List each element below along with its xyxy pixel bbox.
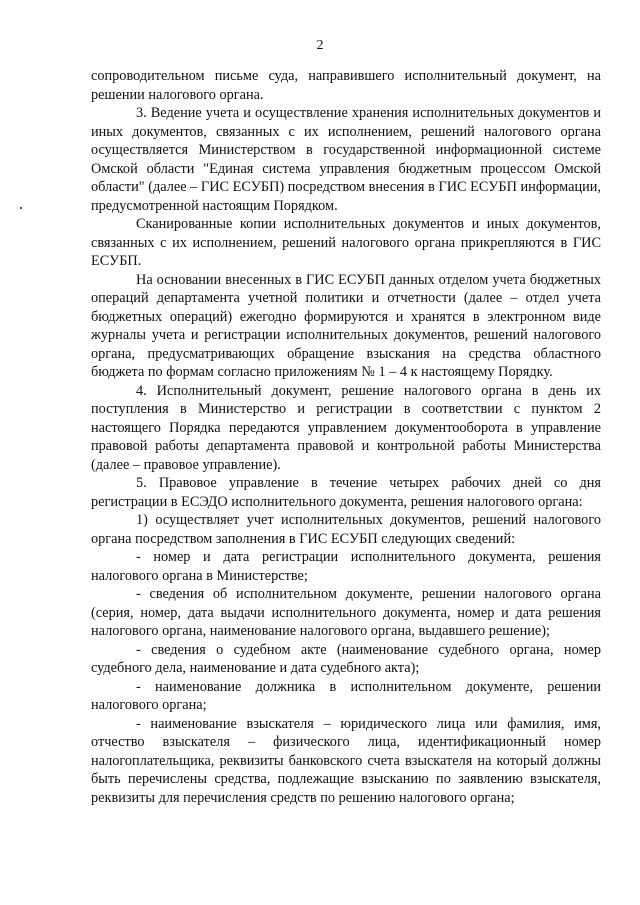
paragraph-item-4: 4. Исполнительный документ, решение налогового органа в день их поступления в Министерство и регистрации в соответствии с пунктом 2 настоящего Порядка передаются управлением документооборота в управление правовой работы департамента правовой и контрольной работы Министерства (далее – правовое управление). bbox=[91, 382, 601, 473]
paragraph-item-3: 3. Ведение учета и осуществление хранения исполнительных документов и иных документов, связанных с их исполнением, решений налогового органа осуществляется Министерством в государственной информационной системе Омской области "Единая система управления бюджетным процессом Омской области" (далее – ГИС ЕСУБП) посредством внесения в ГИС ЕСУБП информации, предусмотренной настоящим Порядком. bbox=[91, 105, 601, 214]
list-item-registration-number: - номер и дата регистрации исполнительного документа, решения налогового органа в Министерстве; bbox=[91, 549, 601, 584]
paragraph-continuation: сопроводительном письме суда, направившего исполнительный документ, на решении налогового органа. bbox=[91, 68, 601, 103]
paragraph-item-5: 5. Правовое управление в течение четырех рабочих дней со дня регистрации в ЕСЭДО исполнительного документа, решения налогового органа: bbox=[91, 475, 601, 510]
document-body bbox=[91, 67, 601, 807]
margin-speck bbox=[20, 207, 22, 209]
page-number: 2 bbox=[316, 38, 324, 53]
list-item-court-act: - сведения о судебном акте (наименование судебного органа, номер судебного дела, наименование и дата судебного акта); bbox=[91, 641, 601, 676]
list-item-document-details: - сведения об исполнительном документе, решении налогового органа (серия, номер, дата выдачи исполнительного документа, номер и дата решения налогового органа, наименование налогового органа, выдавшего решение); bbox=[91, 586, 601, 639]
paragraph-scanned-copies: Сканированные копии исполнительных документов и иных документов, связанных с их исполнением, решений налогового органа прикрепляются в ГИС ЕСУБП. bbox=[91, 216, 601, 269]
list-item-debtor-name: - наименование должника в исполнительном документе, решении налогового органа; bbox=[91, 678, 601, 713]
list-item-claimant-name: - наименование взыскателя – юридического лица или фамилия, имя, отчество взыскателя – физического лица, идентификационный номер налогоплательщика, реквизиты банковского счета взыскателя на который должны быть перечислены средства, подлежащие взысканию по заявлению взыскателя, реквизиты для перечисления средств по решению налогового органа; bbox=[91, 715, 601, 806]
paragraph-journals: На основании внесенных в ГИС ЕСУБП данных отделом учета бюджетных операций департамента учетной политики и отчетности (далее – отдел учета бюджетных операций) ежегодно формируются и хранятся в электронном виде журналы учета и регистрации исполнительных документов, решений налогового органа, предусматривающих обращение взыскания на средства областного бюджета по формам согласно приложениям № 1 – 4 к настоящему Порядку. bbox=[91, 271, 601, 380]
paragraph-subitem-1: 1) осуществляет учет исполнительных документов, решений налогового органа посредством заполнения в ГИС ЕСУБП следующих сведений: bbox=[91, 512, 601, 547]
